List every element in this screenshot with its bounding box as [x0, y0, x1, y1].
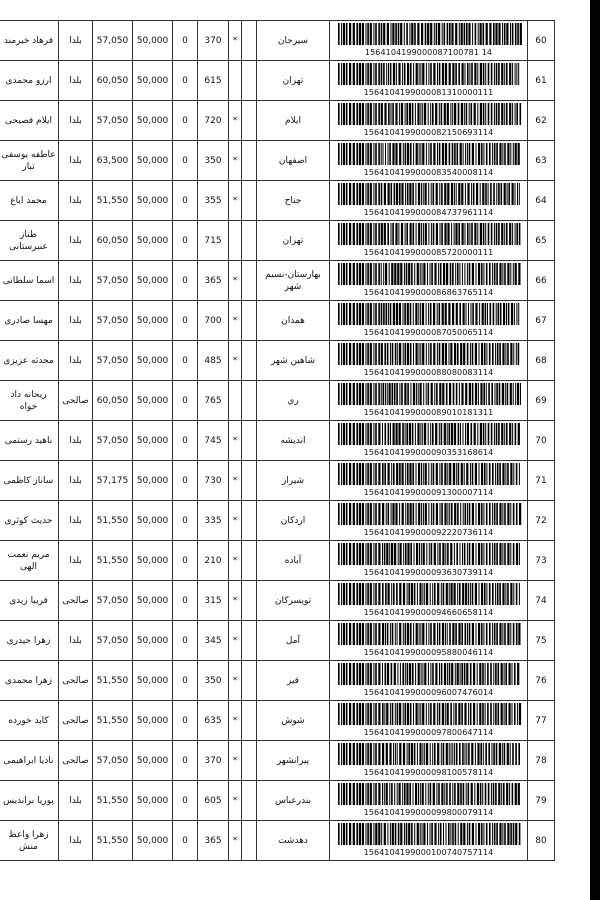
extra-amount: 0: [173, 301, 198, 341]
weight-value: 370: [198, 21, 229, 61]
table-row: [0, 301, 555, 341]
table-row: [0, 501, 555, 541]
sender-name: بلدا: [59, 421, 93, 461]
base-amount: 50,000: [133, 261, 173, 301]
recipient-name: زهرا محمدی: [0, 661, 59, 701]
sender-name: صالحی: [59, 741, 93, 781]
sender-name: بلدا: [59, 541, 93, 581]
tracking-barcode: [330, 381, 528, 421]
total-amount: 60,050: [93, 221, 133, 261]
flag-mark: *: [229, 621, 242, 661]
barcode-number: 1564104199000084737961114: [363, 207, 494, 217]
empty-cell: [242, 461, 257, 501]
empty-cell: [242, 541, 257, 581]
table-row: [0, 61, 555, 101]
sender-name: صالحی: [59, 701, 93, 741]
barcode-graphic: [336, 463, 522, 485]
sender-name: صالحی: [59, 581, 93, 621]
tracking-barcode: [330, 101, 528, 141]
tracking-barcode: [330, 461, 528, 501]
empty-cell: [242, 221, 257, 261]
barcode-graphic: [336, 183, 522, 205]
row-number: 74: [528, 581, 555, 621]
extra-amount: 0: [173, 181, 198, 221]
table-row: [0, 661, 555, 701]
destination-city: آباده: [257, 541, 330, 581]
base-amount: 50,000: [133, 501, 173, 541]
empty-cell: [242, 701, 257, 741]
destination-city: اندیشه: [257, 421, 330, 461]
barcode-graphic: [336, 343, 522, 365]
extra-amount: 0: [173, 261, 198, 301]
extra-amount: 0: [173, 141, 198, 181]
extra-amount: 0: [173, 421, 198, 461]
flag-mark: *: [229, 581, 242, 621]
extra-amount: 0: [173, 101, 198, 141]
barcode-number: 1564104199000088080083114: [363, 367, 494, 377]
total-amount: 57,050: [93, 621, 133, 661]
recipient-name: عاطفه یوسفی تبار: [0, 141, 59, 181]
sender-name: بلدا: [59, 61, 93, 101]
extra-amount: 0: [173, 501, 198, 541]
destination-city: شوش: [257, 701, 330, 741]
table-row: [0, 741, 555, 781]
total-amount: 57,050: [93, 301, 133, 341]
destination-city: پیرانشهر: [257, 741, 330, 781]
weight-value: 485: [198, 341, 229, 381]
weight-value: 730: [198, 461, 229, 501]
sender-name: بلدا: [59, 621, 93, 661]
sender-name: بلدا: [59, 501, 93, 541]
row-number: 66: [528, 261, 555, 301]
sender-name: بلدا: [59, 221, 93, 261]
barcode-graphic: [336, 63, 522, 85]
destination-city: شاهین شهر: [257, 341, 330, 381]
barcode-graphic: [336, 703, 522, 725]
tracking-barcode: [330, 341, 528, 381]
barcode-graphic: [336, 583, 522, 605]
weight-value: 715: [198, 221, 229, 261]
sender-name: بلدا: [59, 781, 93, 821]
empty-cell: [242, 101, 257, 141]
barcode-graphic: [336, 423, 522, 445]
recipient-name: ساناز کاظمی: [0, 461, 59, 501]
tracking-barcode: [330, 261, 528, 301]
base-amount: 50,000: [133, 381, 173, 421]
weight-value: 615: [198, 61, 229, 101]
base-amount: 50,000: [133, 141, 173, 181]
tracking-barcode: [330, 421, 528, 461]
row-number: 72: [528, 501, 555, 541]
weight-value: 350: [198, 141, 229, 181]
extra-amount: 0: [173, 701, 198, 741]
row-number: 70: [528, 421, 555, 461]
base-amount: 50,000: [133, 821, 173, 861]
empty-cell: [242, 741, 257, 781]
table-row: [0, 781, 555, 821]
base-amount: 50,000: [133, 61, 173, 101]
extra-amount: 0: [173, 581, 198, 621]
base-amount: 50,000: [133, 581, 173, 621]
destination-city: اصفهان: [257, 141, 330, 181]
recipient-name: نادیا ابراهیمی: [0, 741, 59, 781]
base-amount: 50,000: [133, 701, 173, 741]
extra-amount: 0: [173, 781, 198, 821]
sender-name: بلدا: [59, 21, 93, 61]
empty-cell: [242, 421, 257, 461]
barcode-number: 1564104199000094660658114: [363, 607, 494, 617]
barcode-number: 1564104199000096007476014: [363, 687, 494, 697]
tracking-barcode: [330, 61, 528, 101]
barcode-graphic: [336, 663, 522, 685]
barcode-number: 1564104199000090353168614: [363, 447, 494, 457]
tracking-barcode: [330, 661, 528, 701]
flag-mark: [229, 221, 242, 261]
extra-amount: 0: [173, 21, 198, 61]
recipient-name: فرهاد خیرمند: [0, 21, 59, 61]
destination-city: دهدشت: [257, 821, 330, 861]
weight-value: 635: [198, 701, 229, 741]
weight-value: 315: [198, 581, 229, 621]
tracking-barcode: [330, 621, 528, 661]
flag-mark: *: [229, 301, 242, 341]
barcode-number: 1564104199000097800647114: [363, 727, 494, 737]
sender-name: بلدا: [59, 341, 93, 381]
recipient-name: اسما سلطانی: [0, 261, 59, 301]
total-amount: 51,550: [93, 661, 133, 701]
total-amount: 60,050: [93, 61, 133, 101]
weight-value: 365: [198, 821, 229, 861]
recipient-name: پوریا براندیس: [0, 781, 59, 821]
barcode-number: 1564104199000083540008114: [363, 167, 494, 177]
recipient-name: طناز عنبرستانی: [0, 221, 59, 261]
flag-mark: *: [229, 661, 242, 701]
extra-amount: 0: [173, 461, 198, 501]
weight-value: 345: [198, 621, 229, 661]
tracking-barcode: [330, 581, 528, 621]
barcode-graphic: [336, 23, 522, 45]
barcode-number: 1564104199000087050065114: [363, 327, 494, 337]
empty-cell: [242, 341, 257, 381]
barcode-number: 1564104199000092220736114: [363, 527, 494, 537]
table-body: [0, 21, 555, 861]
tracking-barcode: [330, 141, 528, 181]
recipient-name: محمد اباع: [0, 181, 59, 221]
weight-value: 745: [198, 421, 229, 461]
row-number: 79: [528, 781, 555, 821]
flag-mark: [229, 61, 242, 101]
tracking-barcode: [330, 741, 528, 781]
row-number: 69: [528, 381, 555, 421]
total-amount: 51,550: [93, 781, 133, 821]
base-amount: 50,000: [133, 181, 173, 221]
empty-cell: [242, 661, 257, 701]
destination-city: ري: [257, 381, 330, 421]
extra-amount: 0: [173, 381, 198, 421]
total-amount: 57,050: [93, 101, 133, 141]
destination-city: همدان: [257, 301, 330, 341]
row-number: 71: [528, 461, 555, 501]
destination-city: تهران: [257, 61, 330, 101]
tracking-barcode: [330, 221, 528, 261]
table-row: [0, 141, 555, 181]
destination-city: تهران: [257, 221, 330, 261]
total-amount: 57,050: [93, 741, 133, 781]
destination-city: قیر: [257, 661, 330, 701]
destination-city: آمل: [257, 621, 330, 661]
table-row: [0, 701, 555, 741]
flag-mark: *: [229, 781, 242, 821]
row-number: 65: [528, 221, 555, 261]
flag-mark: [229, 381, 242, 421]
base-amount: 50,000: [133, 301, 173, 341]
shipment-table: [0, 20, 555, 861]
flag-mark: *: [229, 501, 242, 541]
empty-cell: [242, 781, 257, 821]
barcode-number: 1564104199000086863765114: [363, 287, 494, 297]
extra-amount: 0: [173, 741, 198, 781]
empty-cell: [242, 181, 257, 221]
barcode-number: 1564104199000091300007114: [363, 487, 494, 497]
sender-name: بلدا: [59, 821, 93, 861]
empty-cell: [242, 21, 257, 61]
recipient-name: مهسا صادری: [0, 301, 59, 341]
base-amount: 50,000: [133, 341, 173, 381]
barcode-number: 1564104199000093630739114: [363, 567, 494, 577]
total-amount: 51,550: [93, 701, 133, 741]
row-number: 67: [528, 301, 555, 341]
barcode-graphic: [336, 543, 522, 565]
total-amount: 60,050: [93, 381, 133, 421]
table-row: [0, 581, 555, 621]
empty-cell: [242, 821, 257, 861]
total-amount: 57,050: [93, 581, 133, 621]
flag-mark: *: [229, 821, 242, 861]
destination-city: بندرعباس: [257, 781, 330, 821]
sender-name: بلدا: [59, 181, 93, 221]
barcode-graphic: [336, 263, 522, 285]
recipient-name: فریبا زیدی: [0, 581, 59, 621]
row-number: 80: [528, 821, 555, 861]
total-amount: 57,050: [93, 421, 133, 461]
destination-city: ایلام: [257, 101, 330, 141]
total-amount: 63,500: [93, 141, 133, 181]
recipient-name: زهرا واعظ منش: [0, 821, 59, 861]
base-amount: 50,000: [133, 741, 173, 781]
table-row: [0, 341, 555, 381]
tracking-barcode: [330, 181, 528, 221]
total-amount: 57,175: [93, 461, 133, 501]
row-number: 73: [528, 541, 555, 581]
base-amount: 50,000: [133, 421, 173, 461]
barcode-number: 1564104199000087100781 14: [364, 47, 493, 57]
flag-mark: *: [229, 261, 242, 301]
sender-name: صالحی: [59, 661, 93, 701]
empty-cell: [242, 581, 257, 621]
tracking-barcode: [330, 301, 528, 341]
row-number: 77: [528, 701, 555, 741]
table-row: [0, 421, 555, 461]
barcode-number: 1564104199000081310000111: [363, 87, 494, 97]
base-amount: 50,000: [133, 21, 173, 61]
total-amount: 51,550: [93, 501, 133, 541]
barcode-number: 1564104199000099800079114: [363, 807, 494, 817]
row-number: 64: [528, 181, 555, 221]
weight-value: 370: [198, 741, 229, 781]
barcode-graphic: [336, 303, 522, 325]
barcode-number: 1564104199000082150693114: [363, 127, 494, 137]
tracking-barcode: [330, 701, 528, 741]
extra-amount: 0: [173, 821, 198, 861]
base-amount: 50,000: [133, 541, 173, 581]
row-number: 60: [528, 21, 555, 61]
sender-name: بلدا: [59, 301, 93, 341]
destination-city: جناح: [257, 181, 330, 221]
extra-amount: 0: [173, 221, 198, 261]
flag-mark: *: [229, 341, 242, 381]
barcode-graphic: [336, 743, 522, 765]
total-amount: 57,050: [93, 261, 133, 301]
total-amount: 51,550: [93, 821, 133, 861]
tracking-barcode: [330, 501, 528, 541]
base-amount: 50,000: [133, 621, 173, 661]
table-row: [0, 821, 555, 861]
total-amount: 51,550: [93, 541, 133, 581]
base-amount: 50,000: [133, 781, 173, 821]
barcode-number: 1564104199000095880046114: [363, 647, 494, 657]
flag-mark: *: [229, 101, 242, 141]
table-row: [0, 101, 555, 141]
extra-amount: 0: [173, 661, 198, 701]
total-amount: 57,050: [93, 21, 133, 61]
total-amount: 57,050: [93, 341, 133, 381]
destination-city: اردکان: [257, 501, 330, 541]
weight-value: 720: [198, 101, 229, 141]
barcode-graphic: [336, 783, 522, 805]
row-number: 61: [528, 61, 555, 101]
sender-name: صالحی: [59, 381, 93, 421]
row-number: 63: [528, 141, 555, 181]
table-row: [0, 21, 555, 61]
recipient-name: مریم نعمت الهی: [0, 541, 59, 581]
row-number: 78: [528, 741, 555, 781]
row-number: 68: [528, 341, 555, 381]
weight-value: 700: [198, 301, 229, 341]
recipient-name: ناهید رستمی: [0, 421, 59, 461]
empty-cell: [242, 141, 257, 181]
destination-city: سیرجان: [257, 21, 330, 61]
empty-cell: [242, 261, 257, 301]
empty-cell: [242, 621, 257, 661]
tracking-barcode: [330, 821, 528, 861]
empty-cell: [242, 501, 257, 541]
flag-mark: *: [229, 541, 242, 581]
barcode-graphic: [336, 623, 522, 645]
flag-mark: *: [229, 141, 242, 181]
recipient-name: ایلام فصیحی: [0, 101, 59, 141]
barcode-number: 1564104199000085720000111: [363, 247, 494, 257]
weight-value: 350: [198, 661, 229, 701]
weight-value: 355: [198, 181, 229, 221]
flag-mark: *: [229, 701, 242, 741]
flag-mark: *: [229, 181, 242, 221]
extra-amount: 0: [173, 61, 198, 101]
table-row: [0, 221, 555, 261]
table-row: [0, 461, 555, 501]
destination-city: شیراز: [257, 461, 330, 501]
destination-city: تویسرکان: [257, 581, 330, 621]
flag-mark: *: [229, 421, 242, 461]
recipient-name: ریحانه داد خواه: [0, 381, 59, 421]
barcode-graphic: [336, 503, 522, 525]
recipient-name: حدیث کوثری: [0, 501, 59, 541]
table-row: [0, 621, 555, 661]
recipient-name: ارزو محمدی: [0, 61, 59, 101]
barcode-number: 1564104199000098100578114: [363, 767, 494, 777]
base-amount: 50,000: [133, 461, 173, 501]
barcode-graphic: [336, 823, 522, 845]
extra-amount: 0: [173, 541, 198, 581]
weight-value: 765: [198, 381, 229, 421]
extra-amount: 0: [173, 621, 198, 661]
page-edge-bar: [590, 0, 600, 900]
recipient-name: محدثه عزیزی: [0, 341, 59, 381]
extra-amount: 0: [173, 341, 198, 381]
weight-value: 335: [198, 501, 229, 541]
empty-cell: [242, 61, 257, 101]
weight-value: 365: [198, 261, 229, 301]
barcode-graphic: [336, 223, 522, 245]
barcode-number: 1564104199000089010181311: [363, 407, 494, 417]
total-amount: 51,550: [93, 181, 133, 221]
base-amount: 50,000: [133, 661, 173, 701]
row-number: 75: [528, 621, 555, 661]
empty-cell: [242, 381, 257, 421]
flag-mark: *: [229, 21, 242, 61]
row-number: 62: [528, 101, 555, 141]
weight-value: 605: [198, 781, 229, 821]
barcode-graphic: [336, 383, 522, 405]
tracking-barcode: [330, 781, 528, 821]
sender-name: بلدا: [59, 101, 93, 141]
recipient-name: کاید خورده: [0, 701, 59, 741]
table-row: [0, 261, 555, 301]
barcode-number: 1564104199000100740757114: [363, 847, 494, 857]
table-row: [0, 541, 555, 581]
sender-name: بلدا: [59, 141, 93, 181]
sender-name: بلدا: [59, 261, 93, 301]
recipient-name: زهرا حیدری: [0, 621, 59, 661]
row-number: 76: [528, 661, 555, 701]
table-row: [0, 181, 555, 221]
base-amount: 50,000: [133, 221, 173, 261]
base-amount: 50,000: [133, 101, 173, 141]
destination-city: بهارستان-نسیم شهر: [257, 261, 330, 301]
flag-mark: *: [229, 741, 242, 781]
sender-name: بلدا: [59, 461, 93, 501]
weight-value: 210: [198, 541, 229, 581]
table-row: [0, 381, 555, 421]
barcode-graphic: [336, 103, 522, 125]
barcode-graphic: [336, 143, 522, 165]
tracking-barcode: [330, 541, 528, 581]
tracking-barcode: [330, 21, 528, 61]
empty-cell: [242, 301, 257, 341]
flag-mark: *: [229, 461, 242, 501]
